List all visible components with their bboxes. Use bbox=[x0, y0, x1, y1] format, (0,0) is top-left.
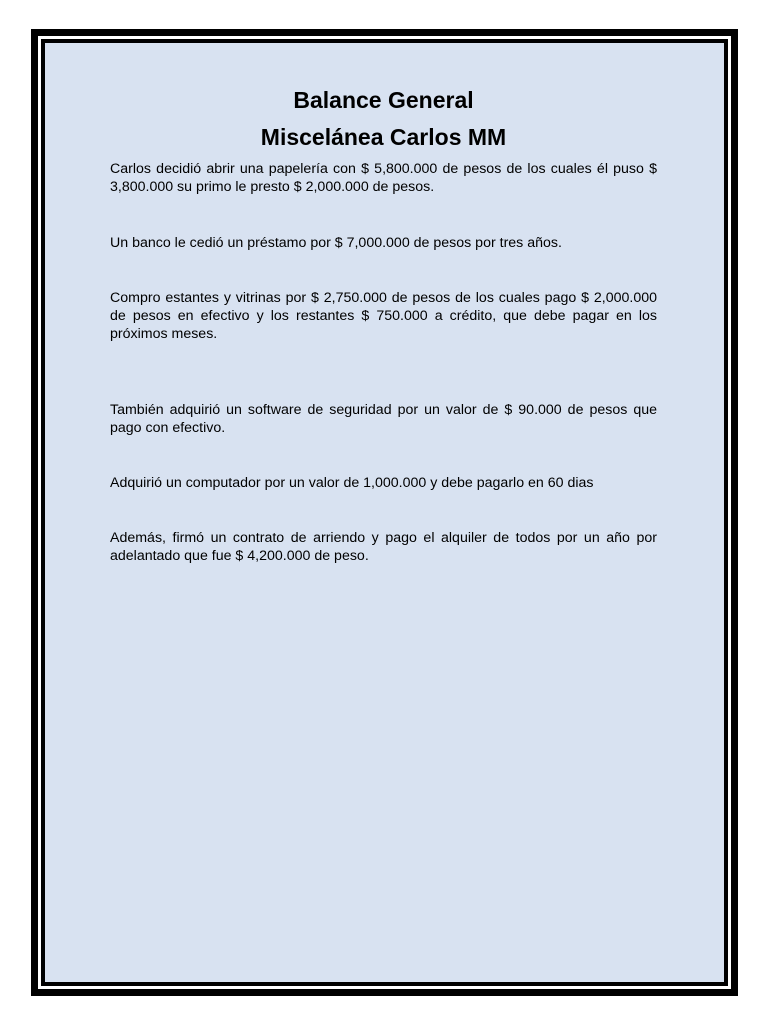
paragraph-initial-capital: Carlos decidió abrir una papelería con $ 5,800.000 de pesos de los cuales él puso $ 3,800.000 su primo le presto $ 2,000.000 de pesos. bbox=[110, 161, 657, 195]
paragraph-shelves-purchase: Compro estantes y vitrinas por $ 2,750.000 de pesos de los cuales pago $ 2,000.000 de pesos en efectivo y los restantes $ 750.000 a crédito, que debe pagar en los próximos meses. bbox=[110, 290, 657, 342]
paragraph-bank-loan: Un banco le cedió un préstamo por $ 7,000.000 de pesos por tres años. bbox=[110, 235, 562, 251]
document-content bbox=[110, 84, 657, 565]
document-subtitle: Miscelánea Carlos MM bbox=[260, 124, 507, 150]
paragraph-software-purchase: También adquirió un software de seguridad por un valor de $ 90.000 de pesos que pago con efectivo. bbox=[110, 402, 657, 436]
paragraph-rent-contract: Además, firmó un contrato de arriendo y pago el alquiler de todos por un año por adelantado que fue $ 4,200.000 de peso. bbox=[110, 530, 657, 564]
paragraph-computer-purchase: Adquirió un computador por un valor de 1,000.000 y debe pagarlo en 60 dias bbox=[110, 475, 594, 491]
document-title: Balance General bbox=[293, 87, 474, 113]
